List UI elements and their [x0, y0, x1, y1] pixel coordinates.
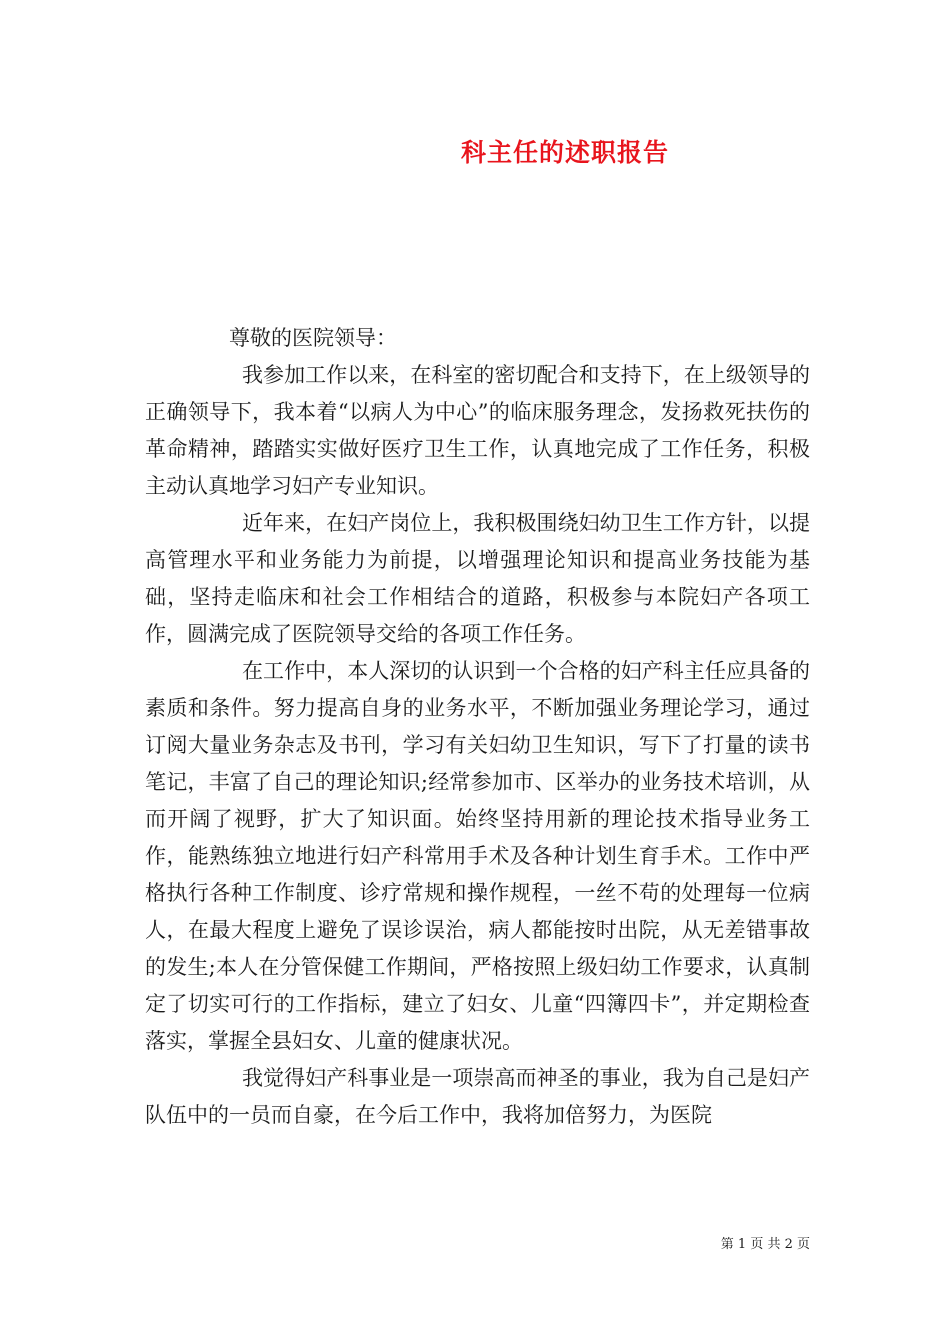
salutation: 尊敬的医院领导：	[229, 326, 397, 350]
document-body	[145, 320, 810, 1134]
paragraph-3: 在工作中，本人深切的认识到一个合格的妇产科主任应具备的素质和条件。努力提高自身的业务水平，不断加强业务理论学习，通过订阅大量业务杂志及书刊，学习有关妇幼卫生知识，写下了打量的读书笔记，丰富了自己的理论知识;经常参加市、区举办的业务技术培训，从而开阔了视野，扩大了知识面。始终坚持用新的理论技术指导业务工作，能熟练独立地进行妇产科常用手术及各种计划生育手术。工作中严格执行各种工作制度、诊疗常规和操作规程，一丝不苟的处理每一位病人，在最大程度上避免了误诊误治，病人都能按时出院，从无差错事故的发生;本人在分管保健工作期间，严格按照上级妇幼工作要求，认真制定了切实可行的工作指标，建立了妇女、儿童“四簿四卡”，并定期检查落实，掌握全县妇女、儿童的健康状况。	[145, 659, 810, 1053]
paragraph-2: 近年来，在妇产岗位上，我积极围绕妇幼卫生工作方针，以提高管理水平和业务能力为前提，以增强理论知识和提高业务技能为基础，坚持走临床和社会工作相结合的道路，积极参与本院妇产各项工作，圆满完成了医院领导交给的各项工作任务。	[145, 511, 810, 646]
page-number-footer: 第 1 页 共 2 页	[720, 1237, 810, 1252]
document-title: 科主任的述职报告	[460, 138, 669, 167]
paragraph-4: 我觉得妇产科事业是一项崇高而神圣的事业，我为自己是妇产队伍中的一员而自豪，在今后工作中，我将加倍努力，为医院	[145, 1066, 810, 1127]
paragraph-1: 我参加工作以来，在科室的密切配合和支持下，在上级领导的正确领导下，我本着“以病人为中心”的临床服务理念，发扬救死扶伤的革命精神，踏踏实实做好医疗卫生工作，认真地完成了工作任务，积极主动认真地学习妇产专业知识。	[145, 363, 810, 498]
